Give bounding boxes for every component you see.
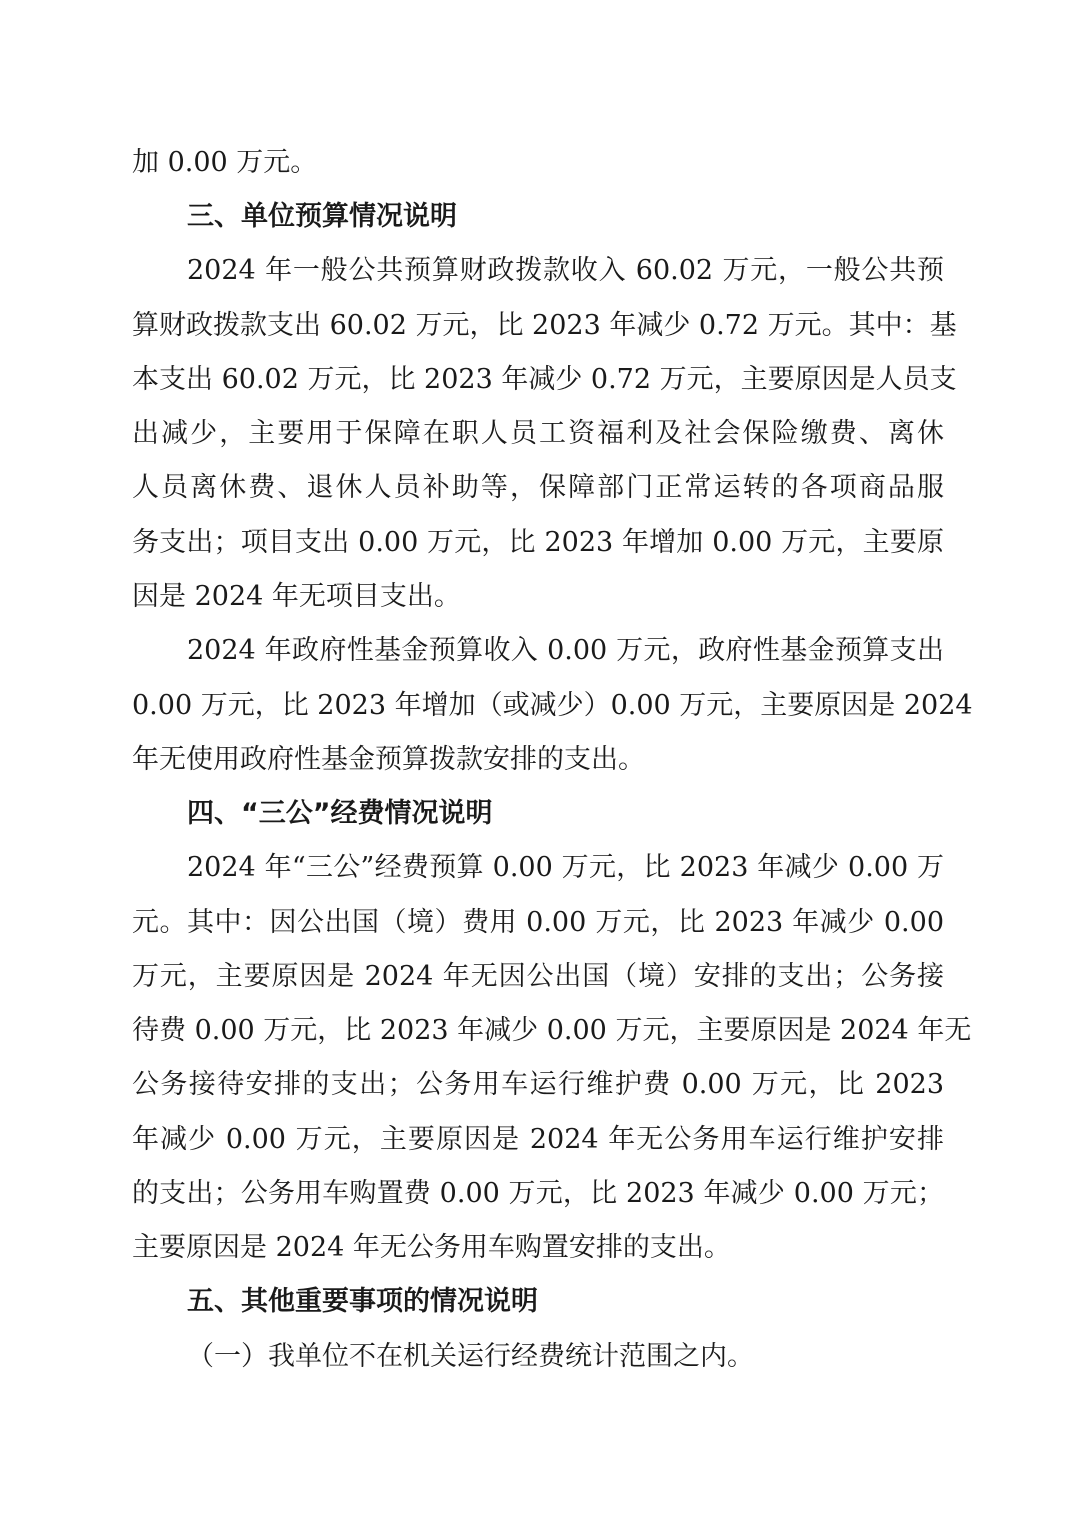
paragraph-line: 公务接待安排的支出；公务用车运行维护费 0.00 万元，比 2023 — [132, 1069, 944, 1100]
paragraph-line: 人员离休费、退休人员补助等，保障部门正常运转的各项商品服 — [132, 472, 944, 503]
paragraph-line: 算财政拨款支出 60.02 万元，比 2023 年减少 0.72 万元。其中：基 — [132, 310, 957, 341]
paragraph-line: 因是 2024 年无项目支出。 — [132, 581, 461, 612]
section-heading-three-public-expenses: 四、“三公”经费情况说明 — [187, 798, 493, 829]
paragraph-line: 万元，主要原因是 2024 年无因公出国（境）安排的支出；公务接 — [132, 961, 944, 992]
paragraph-line: 本支出 60.02 万元，比 2023 年减少 0.72 万元，主要原因是人员支 — [132, 364, 957, 395]
paragraph-line: 元。其中：因公出国（境）费用 0.00 万元，比 2023 年减少 0.00 — [132, 907, 944, 938]
paragraph-line: （一）我单位不在机关运行经费统计范围之内。 — [187, 1341, 754, 1372]
paragraph-line: 0.00 万元，比 2023 年增加（或减少）0.00 万元，主要原因是 2024 — [132, 690, 973, 721]
paragraph-line: 务支出；项目支出 0.00 万元，比 2023 年增加 0.00 万元，主要原 — [132, 527, 944, 558]
section-heading-unit-budget: 三、单位预算情况说明 — [187, 201, 457, 232]
paragraph-line: 加 0.00 万元。 — [132, 147, 318, 178]
paragraph-line: 2024 年“三公”经费预算 0.00 万元，比 2023 年减少 0.00 万 — [187, 852, 944, 883]
paragraph-line: 2024 年政府性基金预算收入 0.00 万元，政府性基金预算支出 — [187, 635, 944, 666]
paragraph-line: 主要原因是 2024 年无公务用车购置安排的支出。 — [132, 1232, 731, 1263]
section-heading-other-matters: 五、其他重要事项的情况说明 — [187, 1286, 538, 1317]
paragraph-line: 的支出；公务用车购置费 0.00 万元，比 2023 年减少 0.00 万元； — [132, 1178, 944, 1209]
paragraph-line: 出减少，主要用于保障在职人员工资福利及社会保险缴费、离休 — [132, 418, 944, 449]
paragraph-line: 年减少 0.00 万元，主要原因是 2024 年无公务用车运行维护安排 — [132, 1124, 944, 1155]
paragraph-line: 年无使用政府性基金预算拨款安排的支出。 — [132, 744, 645, 775]
paragraph-line: 待费 0.00 万元，比 2023 年减少 0.00 万元，主要原因是 2024 年无 — [132, 1015, 972, 1046]
paragraph-line: 2024 年一般公共预算财政拨款收入 60.02 万元，一般公共预 — [187, 255, 944, 286]
